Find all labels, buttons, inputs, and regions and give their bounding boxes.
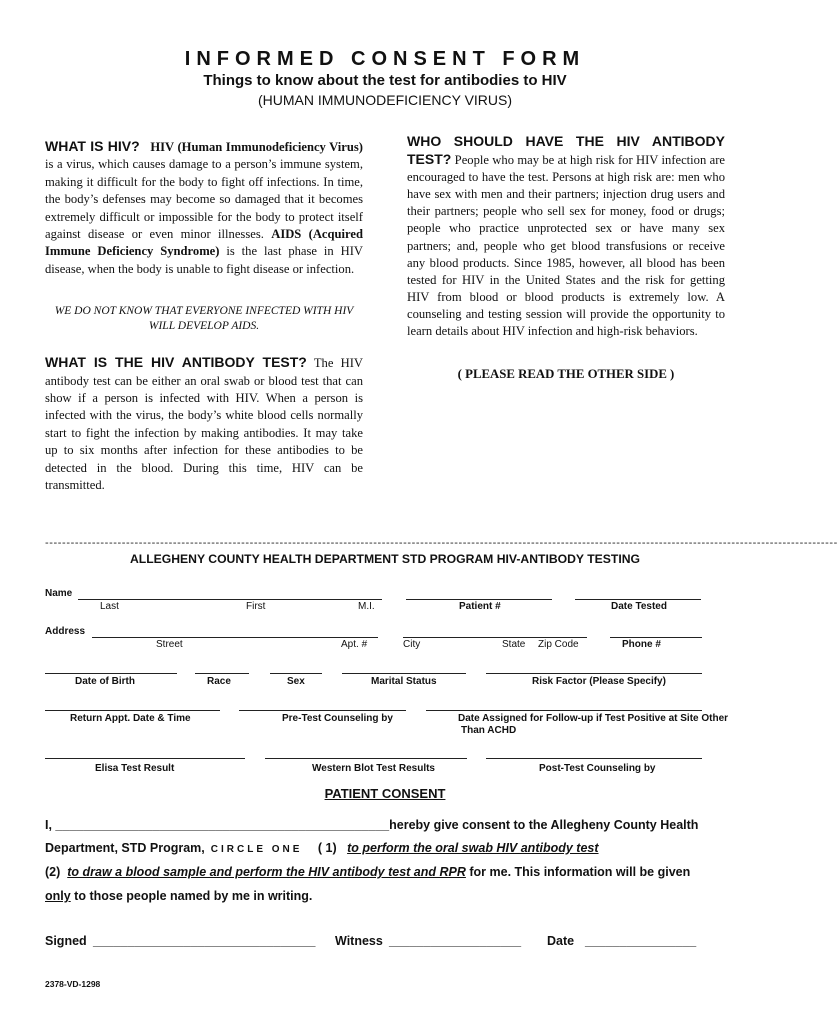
post-test-counseling-field[interactable] (486, 758, 702, 759)
read-other-side-note: ( PLEASE READ THE OTHER SIDE ) (457, 367, 675, 382)
state-label: State (502, 639, 526, 650)
pre-test-counseling-field[interactable] (239, 710, 406, 711)
option-1-number: ( 1) (317, 841, 337, 855)
option-blood-sample[interactable]: to draw a blood sample and perform the HIV antibody test and RPR (67, 865, 466, 879)
last-name-label: Last (100, 601, 119, 612)
return-appointment-label: Return Appt. Date & Time (70, 713, 191, 724)
only-emphasis: only (45, 889, 71, 903)
what-is-hiv-heading: WHAT IS HIV? (45, 138, 140, 154)
name-label: Name (45, 588, 73, 599)
patient-number-field[interactable] (406, 599, 552, 600)
consent-name-field[interactable]: ________________________________________________ (55, 818, 390, 832)
consent-line-1 (45, 818, 698, 832)
name-field[interactable] (78, 599, 382, 600)
date-label: Date (547, 934, 575, 948)
consent-line-4-text: to those people named by me in writing. (70, 889, 313, 903)
what-is-hiv-paragraph (45, 138, 363, 278)
sex-label: Sex (287, 676, 305, 687)
form-title: INFORMED CONSENT FORM (184, 48, 586, 70)
hiv-definition-term: HIV (Human Immunodeficiency Virus) (150, 140, 363, 154)
zip-code-label: Zip Code (538, 639, 579, 650)
western-blot-result-field[interactable] (265, 758, 467, 759)
follow-up-date-field[interactable] (426, 710, 702, 711)
city-label: City (403, 639, 421, 650)
marital-status-field[interactable] (342, 673, 466, 674)
post-test-counseling-label: Post-Test Counseling by (539, 763, 656, 774)
consent-line-4 (45, 889, 312, 903)
form-code: 2378-VD-1298 (45, 979, 101, 989)
antibody-test-paragraph (45, 354, 363, 494)
western-blot-result-label: Western Blot Test Results (312, 763, 435, 774)
race-label: Race (207, 676, 231, 687)
middle-initial-label: M.I. (358, 601, 375, 612)
who-should-test-paragraph (407, 133, 725, 340)
date-of-birth-field[interactable] (45, 673, 177, 674)
consent-line-2-text: Department, STD Program, (45, 841, 205, 855)
aids-definition-term: AIDS (Acquired Immune Deficiency Syndrome) (45, 227, 363, 259)
marital-status-label: Marital Status (371, 676, 437, 687)
street-address-field[interactable] (92, 637, 378, 638)
witness-label: Witness (335, 934, 383, 948)
consent-line-1-text: hereby give consent to the Allegheny County Health (389, 818, 699, 832)
follow-up-date-label-2: Than ACHD (461, 725, 517, 736)
elisa-result-field[interactable] (45, 758, 245, 759)
follow-up-date-label: Date Assigned for Follow-up if Test Positive at Site Other (458, 713, 729, 724)
date-field[interactable]: ________________ (585, 934, 697, 948)
city-state-zip-field[interactable] (403, 637, 587, 638)
left-column (45, 138, 363, 495)
date-tested-label: Date Tested (611, 601, 667, 612)
race-field[interactable] (195, 673, 249, 674)
tear-off-separator: ------------------------------------------------------------------------------------------------------------------------------------------------------------------------------------------ (45, 537, 838, 549)
who-should-test-text: People who may be at high risk for HIV infection are encouraged to have the test. Persons at high risk are: men who have sex with men and their partners; injection drug users and their partners; people who sell sex for money, food or drugs; people who practice unprotected sex or have many sex partners; and, people who get blood transfusions or receive any blood products. Since 1985, however, all blood has been tested for HIV in the United States and the risk for getting HIV from blood or blood products is extremely low. A counseling and testing session will provide the opportunity to learn details about HIV infection and high-risk behaviors. (407, 153, 725, 339)
risk-factor-field[interactable] (486, 673, 702, 674)
address-label: Address (45, 626, 86, 637)
form-subtitle-virus: (HUMAN IMMUNODEFICIENCY VIRUS) (257, 92, 513, 108)
antibody-test-text: The HIV antibody test can be either an oral swab or blood test that can show if a person is infected with HIV. When a person is infected with the virus, the body’s white blood cells normally start to fight the infection by making antibodies. It may take up to six months after infection for these antibodies to be detected in the blood. During this time, HIV can be transmitted. (45, 356, 363, 493)
consent-line-3-text: for me. This information will be given (465, 865, 691, 879)
street-label: Street (156, 639, 183, 650)
form-subtitle: Things to know about the test for antibodies to HIV (203, 72, 567, 89)
apt-label: Apt. # (341, 639, 368, 650)
hiv-definition-text: is a virus, which causes damage to a person’s immune system, making it difficult for the body to fight off infections. In time, the body’s defenses may become so damaged that it becomes extremely difficult or impossible for the body to protect itself against disease or even minor illnesses. (45, 157, 363, 242)
aids-warning: WE DO NOT KNOW THAT EVERYONE INFECTED WITH HIV WILL DEVELOP AIDS. (54, 305, 354, 333)
first-name-label: First (246, 601, 266, 612)
phone-label: Phone # (622, 639, 661, 650)
return-appointment-field[interactable] (45, 710, 220, 711)
sex-field[interactable] (270, 673, 322, 674)
circle-one-instruction: CIRCLE ONE (210, 844, 303, 855)
consent-i-label: I, (45, 818, 56, 832)
date-of-birth-label: Date of Birth (75, 676, 135, 687)
witness-field[interactable]: ___________________ (389, 934, 522, 948)
consent-line-2 (45, 841, 599, 855)
who-should-test-heading: WHO SHOULD HAVE THE HIV ANTIBODY TEST? (407, 133, 725, 168)
risk-factor-label: Risk Factor (Please Specify) (532, 676, 666, 687)
aids-definition-text: is the last phase in HIV disease, when the body is unable to fight disease or infection. (45, 244, 363, 276)
signature-field[interactable]: ________________________________ (93, 934, 316, 948)
elisa-result-label: Elisa Test Result (95, 763, 175, 774)
right-column (407, 133, 725, 383)
agency-heading: ALLEGHENY COUNTY HEALTH DEPARTMENT STD PROGRAM HIV-ANTIBODY TESTING (129, 552, 641, 566)
phone-field[interactable] (610, 637, 702, 638)
antibody-test-heading: WHAT IS THE HIV ANTIBODY TEST? (45, 354, 307, 371)
option-2-number: (2) (45, 865, 61, 879)
consent-line-3 (45, 865, 690, 879)
option-oral-swab[interactable]: to perform the oral swab HIV antibody test (347, 841, 599, 855)
signed-label: Signed (45, 934, 87, 948)
date-tested-field[interactable] (575, 599, 701, 600)
patient-number-label: Patient # (459, 601, 501, 612)
patient-consent-heading: PATIENT CONSENT (324, 786, 446, 801)
pre-test-counseling-label: Pre-Test Counseling by (282, 713, 393, 724)
